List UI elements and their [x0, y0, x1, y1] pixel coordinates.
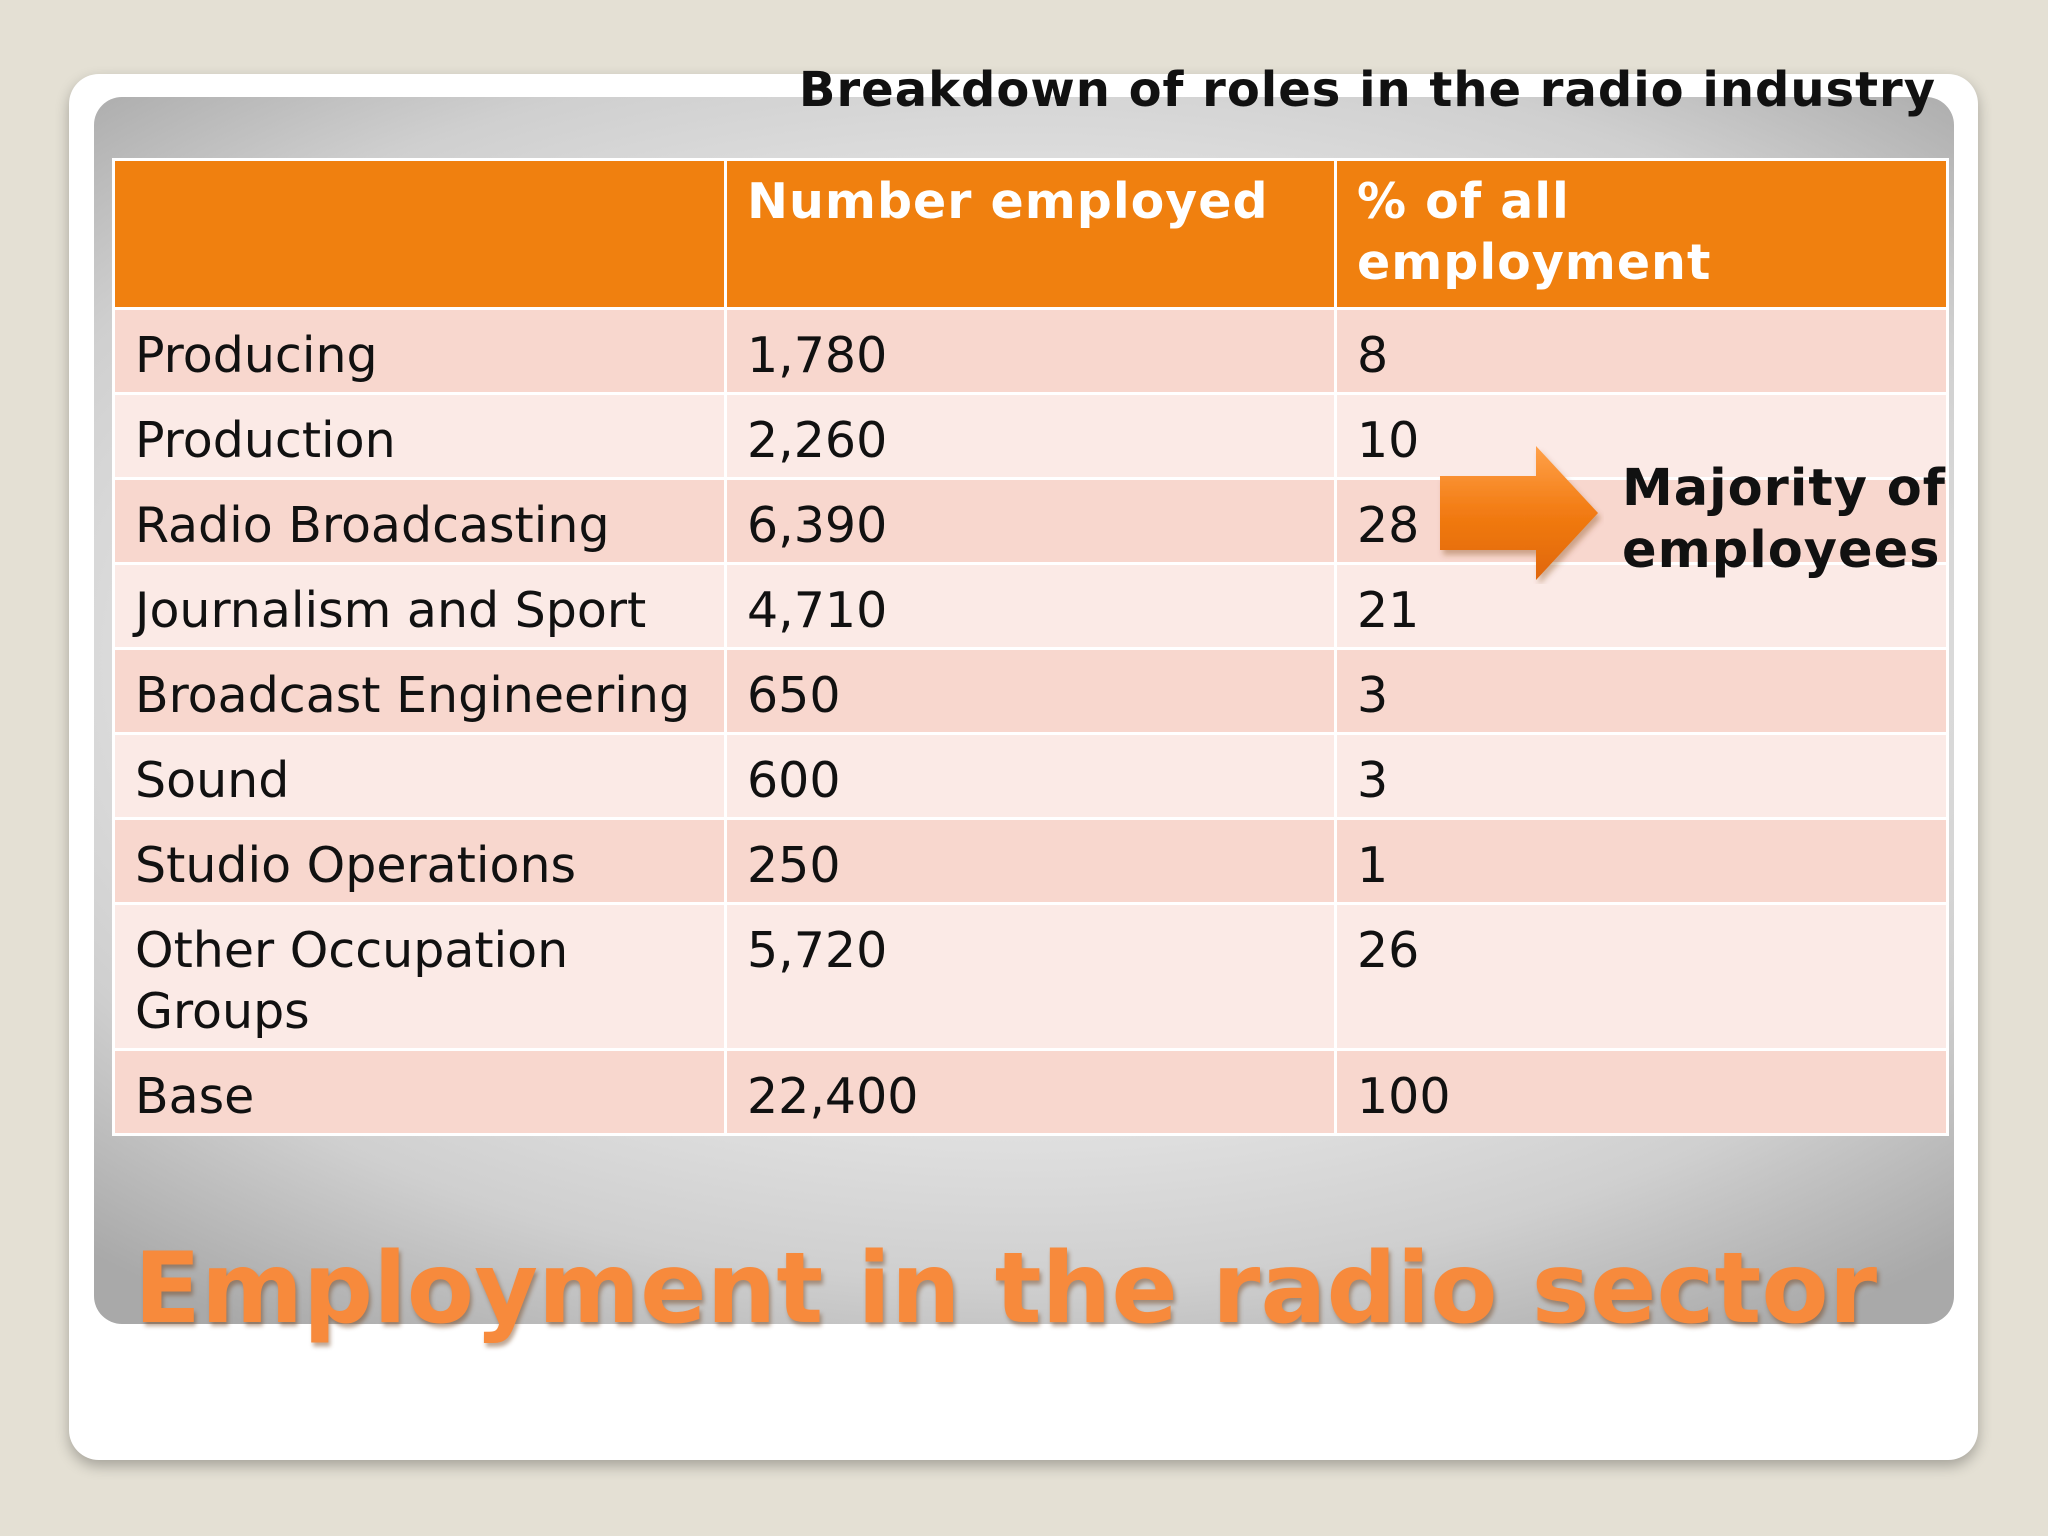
table-row [114, 819, 1948, 904]
header-number-employed: Number employed [726, 160, 1336, 309]
number-cell: 600 [726, 734, 1336, 819]
right-arrow-icon [1436, 442, 1604, 584]
table-header-row [114, 160, 1948, 309]
percent-cell: 10 [1336, 394, 1948, 479]
role-cell: Producing [114, 309, 726, 394]
percent-cell: 1 [1336, 819, 1948, 904]
percent-cell: 100 [1336, 1050, 1948, 1135]
number-cell: 4,710 [726, 564, 1336, 649]
percent-cell: 8 [1336, 309, 1948, 394]
role-cell: Radio Broadcasting [114, 479, 726, 564]
role-cell: Base [114, 1050, 726, 1135]
number-cell: 250 [726, 819, 1336, 904]
number-cell: 650 [726, 649, 1336, 734]
number-cell: 1,780 [726, 309, 1336, 394]
table-row [114, 1050, 1948, 1135]
callout-line-1: Majority of [1622, 459, 1946, 518]
number-cell: 6,390 [726, 479, 1336, 564]
role-cell: Production [114, 394, 726, 479]
role-cell: Journalism and Sport [114, 564, 726, 649]
percent-cell: 3 [1336, 649, 1948, 734]
table-row [114, 309, 1948, 394]
majority-callout [1622, 458, 1946, 582]
header-percent-employment: % of all employment [1336, 160, 1948, 309]
table-caption: Breakdown of roles in the radio industry [798, 62, 1936, 118]
table-row [114, 734, 1948, 819]
percent-cell: 21 [1336, 564, 1948, 649]
role-cell: Studio Operations [114, 819, 726, 904]
number-cell: 5,720 [726, 904, 1336, 1050]
callout-line-2: employees [1622, 521, 1941, 580]
role-cell: Sound [114, 734, 726, 819]
role-cell: Other Occupation Groups [114, 904, 726, 1050]
percent-cell: 26 [1336, 904, 1948, 1050]
table-row [114, 649, 1948, 734]
role-cell: Broadcast Engineering [114, 649, 726, 734]
employment-table [112, 158, 1949, 1136]
percent-cell: 28 [1336, 479, 1948, 564]
header-role [114, 160, 726, 309]
percent-cell: 3 [1336, 734, 1948, 819]
table-row [114, 904, 1948, 1050]
number-cell: 22,400 [726, 1050, 1336, 1135]
number-cell: 2,260 [726, 394, 1336, 479]
slide-title: Employment in the radio sector [134, 1232, 1878, 1346]
